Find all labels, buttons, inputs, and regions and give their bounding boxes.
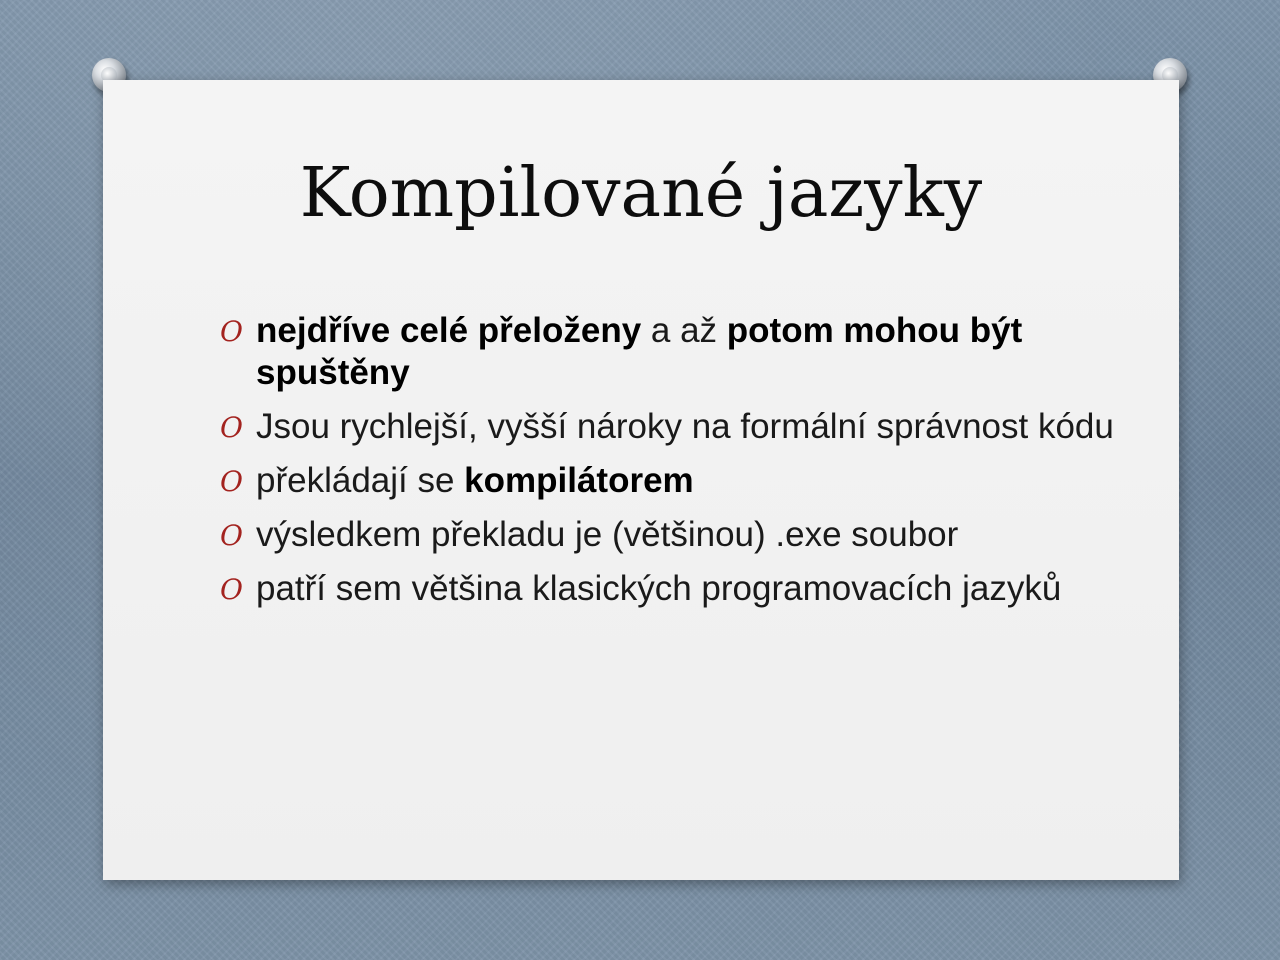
bullet-text: a až [641, 311, 727, 350]
bullet-text: Jsou rychlejší, vyšší nároky na formální správnost kódu [256, 407, 1114, 446]
bullet-item [220, 406, 1120, 448]
bullet-list [220, 310, 1120, 622]
bullet-text: výsledkem překladu je (většinou) .exe soubor [256, 515, 959, 554]
bullet-item [220, 514, 1120, 556]
bullet-marker-icon: O [220, 465, 243, 498]
bullet-item [220, 568, 1120, 610]
bullet-marker-icon: O [220, 411, 243, 444]
slide-title: Kompilované jazyky [299, 154, 983, 233]
bullet-bold-text: nejdříve celé přeloženy [256, 311, 642, 350]
bullet-text: překládají se [256, 461, 465, 500]
bullet-marker-icon: O [220, 519, 243, 552]
bullet-bold-text: potom mohou být spuštěny [256, 311, 1023, 392]
bullet-marker-icon: O [220, 573, 243, 606]
bullet-marker-icon: O [220, 315, 243, 348]
bullet-item [220, 460, 1120, 502]
bullet-bold-text: kompilátorem [464, 461, 694, 500]
bullet-text: patří sem většina klasických programovacích jazyků [256, 569, 1062, 608]
bullet-item [220, 310, 1120, 394]
